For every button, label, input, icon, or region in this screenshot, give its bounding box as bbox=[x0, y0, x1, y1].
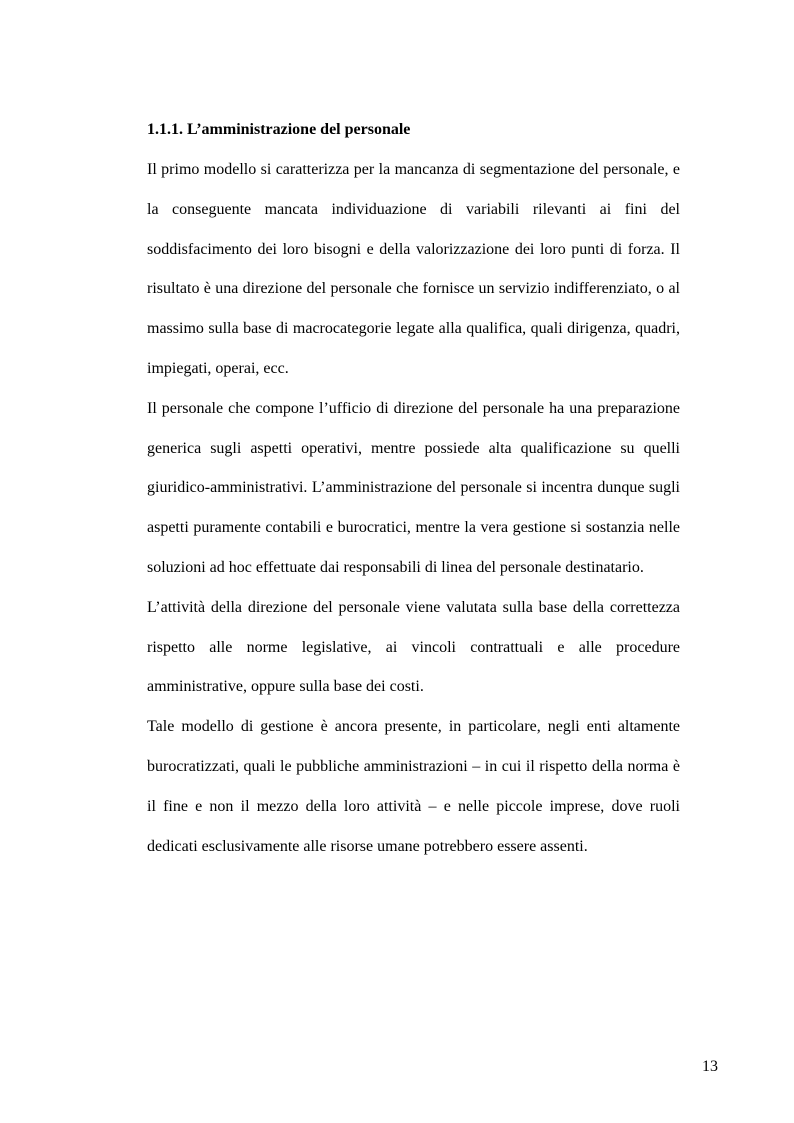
paragraph-1: Il primo modello si caratterizza per la mancanza di segmentazione del personale, e la conseguente mancata individuazione di variabili rilevanti ai fini del soddisfacimento dei loro bisogni e della valorizzazione dei loro punti di forza. Il risultato è una direzione del personale che fornisce un servizio indifferenziato, o al massimo sulla base di macrocategorie legate alla qualifica, quali dirigenza, quadri, impiegati, operai, ecc. bbox=[147, 161, 680, 377]
page-number: 13 bbox=[702, 1058, 718, 1075]
paragraph-4: Tale modello di gestione è ancora presente, in particolare, negli enti altamente burocratizzati, quali le pubbliche amministrazioni – in cui il rispetto della norma è il fine e non il mezzo della loro attività – e nelle piccole imprese, dove ruoli dedicati esclusivamente alle risorse umane potrebbero essere assenti. bbox=[147, 718, 680, 855]
section-heading: 1.1.1. L’amministrazione del personale bbox=[147, 121, 411, 138]
paragraph-3: L’attività della direzione del personale viene valutata sulla base della correttezza rispetto alle norme legislative, ai vincoli contrattuali e alle procedure amministrative, oppure sulla base dei costi. bbox=[147, 598, 680, 696]
body-text bbox=[147, 150, 680, 866]
paragraph-2: Il personale che compone l’ufficio di direzione del personale ha una preparazione generica sugli aspetti operativi, mentre possiede alta qualificazione su quelli giuridico-amministrativi. L’amministrazione del personale si incentra dunque sugli aspetti puramente contabili e burocratici, mentre la vera gestione si sostanzia nelle soluzioni ad hoc effettuate dai responsabili di linea del personale destinatario. bbox=[147, 399, 680, 576]
